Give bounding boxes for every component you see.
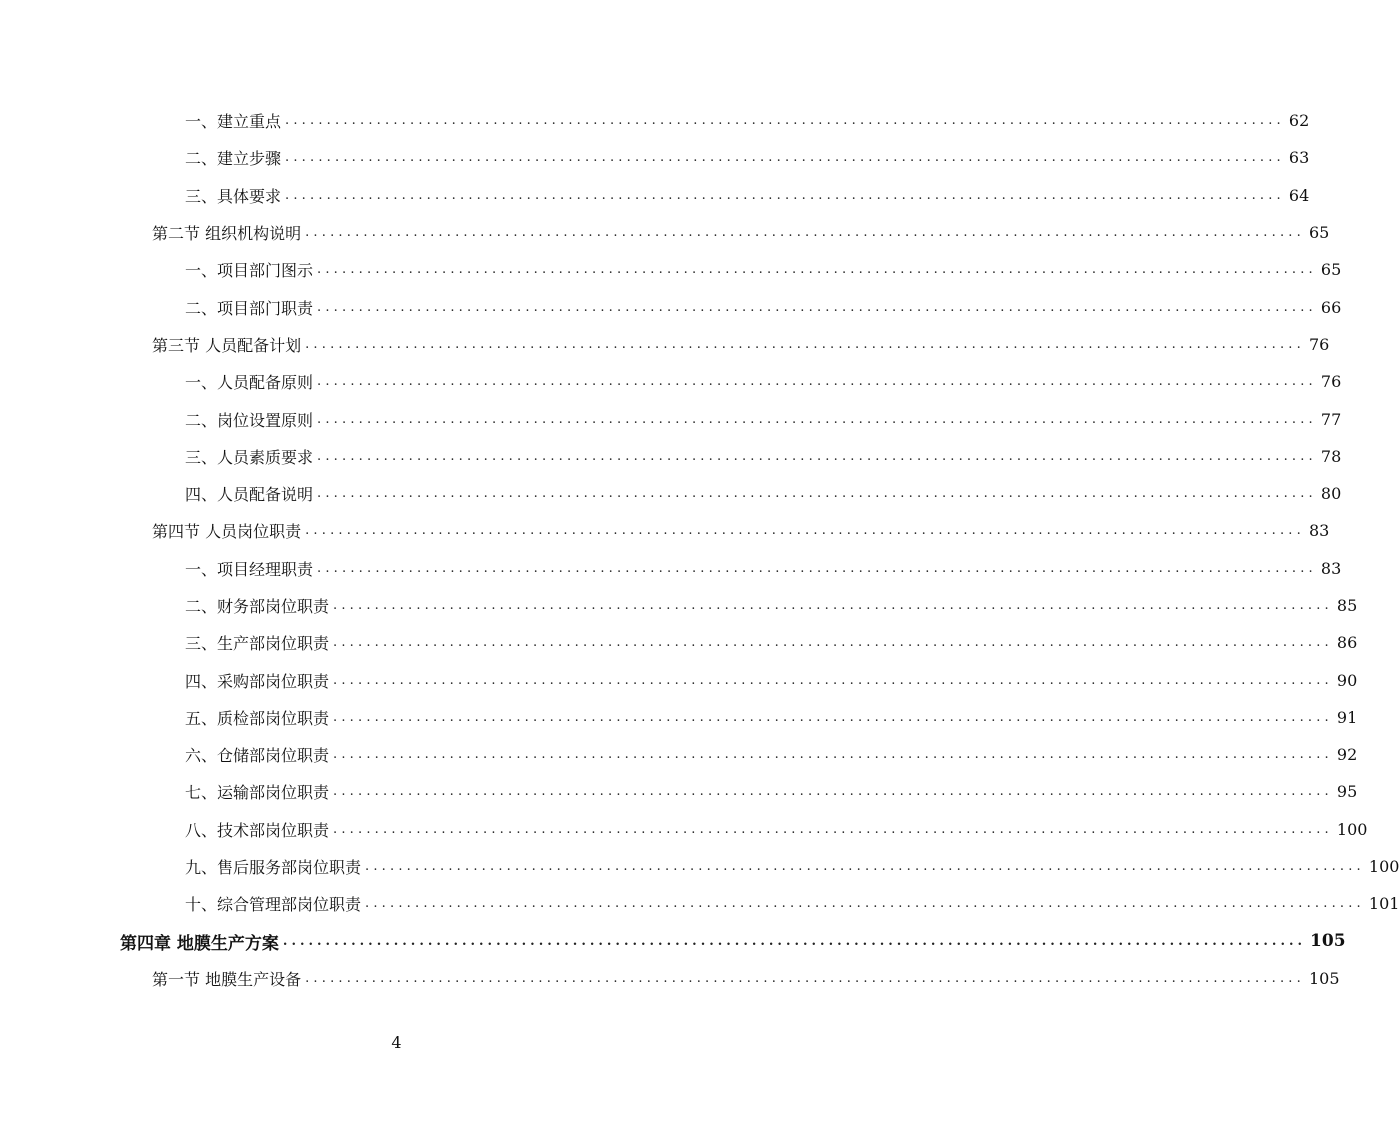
toc-entry-title: 第一节 地膜生产设备 [152,967,305,990]
toc-dot-leader: ........................................................................................................................ [317,262,1317,278]
toc-entry-page: 62 [1285,111,1309,130]
toc-entry-title: 一、建立重点 [185,109,285,132]
toc-entry-title: 九、售后服务部岗位职责 [185,855,365,878]
toc-entry[interactable] [0,214,1330,251]
toc-entry[interactable] [0,736,1358,773]
toc-entry-title: 二、建立步骤 [185,146,285,169]
toc-dot-leader: ........................................................................................................................ [365,896,1365,912]
toc-entry-title: 二、财务部岗位职责 [185,594,333,617]
toc-entry[interactable] [0,512,1330,549]
toc-entry-page: 83 [1317,559,1341,578]
toc-dot-leader: ........................................................................................................................ [333,709,1333,725]
toc-dot-leader: ........................................................................................................................ [285,113,1285,129]
toc-dot-leader: ........................................................................................................................ [305,336,1305,352]
toc-entry-title: 第二节 组织机构说明 [152,221,305,244]
toc-entry[interactable] [0,400,1342,437]
toc-entry-title: 二、岗位设置原则 [185,408,317,431]
toc-entry-page: 65 [1317,260,1341,279]
toc-entry[interactable] [0,624,1358,661]
toc-entry-page: 100 [1333,820,1368,839]
toc-entry-page: 63 [1285,148,1309,167]
toc-entry-title: 第三节 人员配备计划 [152,333,305,356]
toc-entry[interactable] [0,326,1330,363]
toc-dot-leader: ........................................................................................................................ [333,821,1333,837]
toc-entry-page: 101 [1365,894,1399,913]
toc-entry-page: 83 [1305,521,1329,540]
table-of-contents [0,102,1399,997]
toc-dot-leader: ........................................................................................................................ [317,448,1317,464]
toc-entry[interactable] [0,475,1342,512]
toc-entry-title: 六、仓储部岗位职责 [185,743,333,766]
toc-dot-leader: ........................................................................................................................ [317,411,1317,427]
toc-dot-leader: ........................................................................................................................ [317,486,1317,502]
toc-dot-leader: ........................................................................................................................ [317,299,1317,315]
toc-dot-leader: ........................................................................................................................ [285,150,1285,166]
toc-entry-page: 80 [1317,484,1341,503]
toc-entry[interactable] [0,177,1310,214]
toc-entry-title: 三、具体要求 [185,184,285,207]
toc-dot-leader: ........................................................................................................................ [333,747,1333,763]
toc-entry-page: 92 [1333,745,1357,764]
toc-entry-title: 七、运输部岗位职责 [185,780,333,803]
toc-dot-leader: ........................................................................................................................ [333,598,1333,613]
toc-entry-title: 第四章 地膜生产方案 [120,929,283,954]
toc-entry-title: 第四节 人员岗位职责 [152,519,305,542]
toc-dot-leader: ........................................................................................................................ [305,970,1305,986]
toc-entry[interactable] [0,438,1342,475]
toc-dot-leader: ........................................................................................................................ [305,523,1305,539]
toc-entry[interactable] [0,811,1368,848]
toc-entry-page: 76 [1317,372,1341,391]
toc-dot-leader: ........................................................................................................................ [317,560,1317,576]
toc-entry[interactable] [0,848,1399,885]
toc-entry[interactable] [0,699,1358,736]
toc-entry-title: 三、生产部岗位职责 [185,631,333,654]
toc-dot-leader: ........................................................................................................................ [333,672,1333,688]
toc-entry[interactable] [0,960,1340,997]
toc-entry-title: 一、项目经理职责 [185,557,317,580]
toc-dot-leader: ........................................................................................................................ [365,859,1365,875]
toc-entry-title: 二、项目部门职责 [185,296,317,319]
toc-entry[interactable] [0,587,1358,624]
toc-entry-title: 八、技术部岗位职责 [185,818,333,841]
toc-entry[interactable] [0,288,1342,325]
toc-entry-page: 66 [1317,298,1341,317]
toc-entry[interactable] [0,139,1310,176]
toc-entry-page: 100 [1365,857,1399,876]
toc-entry-page: 85 [1333,596,1357,615]
toc-dot-leader: ........................................................................................................................ [317,374,1317,390]
toc-dot-leader: ........................................................................................................................ [333,635,1333,651]
toc-dot-leader: ........................................................................................................................ [333,784,1333,800]
toc-entry[interactable] [0,773,1358,810]
toc-entry-title: 十、综合管理部岗位职责 [185,892,365,915]
toc-entry-page: 105 [1306,931,1346,951]
toc-entry-page: 65 [1305,223,1329,242]
toc-entry-page: 64 [1285,186,1309,205]
toc-entry-page: 78 [1317,447,1341,466]
toc-entry-title: 一、人员配备原则 [185,370,317,393]
page-number: 4 [391,1033,402,1052]
toc-entry-page: 76 [1305,335,1329,354]
toc-entry[interactable] [0,885,1399,922]
toc-entry-title: 四、采购部岗位职责 [185,669,333,692]
toc-entry-page: 90 [1333,671,1357,690]
toc-dot-leader: ........................................................................................................................ [282,933,1307,949]
toc-entry[interactable] [0,363,1342,400]
toc-entry[interactable] [0,251,1342,288]
toc-entry-page: 91 [1333,708,1357,727]
toc-entry-title: 一、项目部门图示 [185,258,317,281]
toc-entry-page: 95 [1333,782,1357,801]
toc-entry[interactable] [0,661,1358,698]
toc-entry-title: 三、人员素质要求 [185,445,317,468]
toc-entry-title: 四、人员配备说明 [185,482,317,505]
toc-entry[interactable] [0,102,1310,139]
toc-entry[interactable] [0,923,1346,960]
toc-entry[interactable] [0,550,1342,587]
toc-dot-leader: ........................................................................................................................ [305,225,1305,241]
toc-entry-page: 105 [1305,969,1340,988]
toc-entry-page: 77 [1317,410,1341,429]
toc-dot-leader: ........................................................................................................................ [285,187,1285,203]
toc-entry-title: 五、质检部岗位职责 [185,706,333,729]
toc-entry-page: 86 [1333,633,1357,652]
